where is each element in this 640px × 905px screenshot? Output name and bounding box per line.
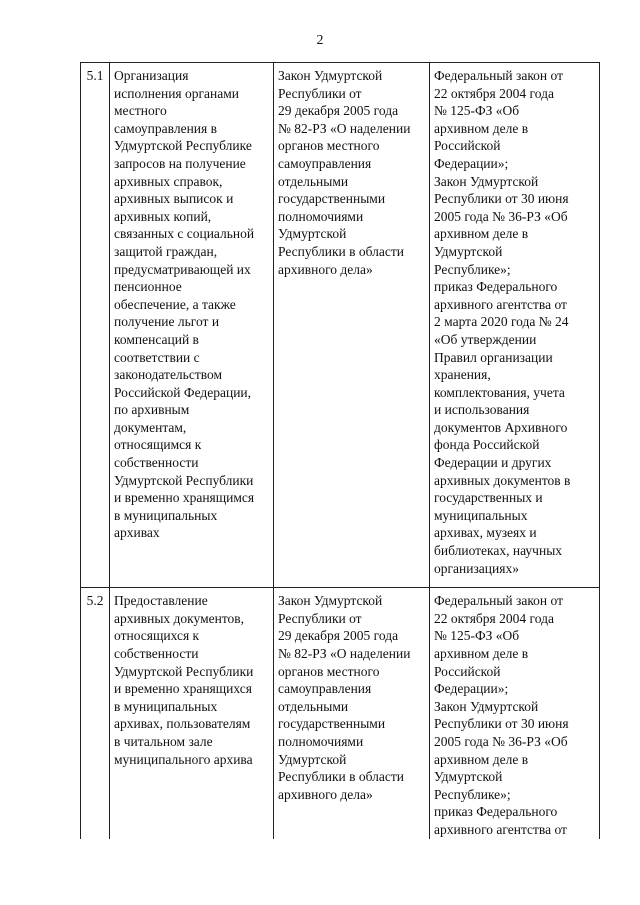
regional-law: Закон Удмуртской Республики от 29 декабря 2005 года № 82-РЗ «О наделении органов местного самоуправления отдельными государственными полномочиями Удмуртской Республики в области архивного дела» [274, 63, 430, 588]
table-row [81, 588, 600, 839]
services-table [80, 62, 600, 839]
row-number: 5.2 [81, 588, 110, 839]
regional-law: Закон Удмуртской Республики от 29 декабря 2005 года № 82-РЗ «О наделении органов местного самоуправления отдельными государственными полномочиями Удмуртской Республики в области архивного дела» [274, 588, 430, 839]
row-number: 5.1 [81, 63, 110, 588]
table-row [81, 63, 600, 588]
service-name: Предоставление архивных документов, относящихся к собственности Удмуртской Республики и временно хранящихся в муниципальных архивах, пользователям в читальном зале муниципального архива [110, 588, 274, 839]
page-number: 2 [316, 33, 324, 48]
federal-acts: Федеральный закон от 22 октября 2004 года № 125-ФЗ «Об архивном деле в Российской Федерации»; Закон Удмуртской Республики от 30 июня 2005 года № 36-РЗ «Об архивном деле в Удмуртской Республике»; приказ Федерального архивного агентства от 2 марта 2020 года № 24 «Об утверждении Правил организации хранения, комплектования, учета и использования документов Архивного фонда Российской Федерации и других архивных документов в государственных и муниципальных архивах, музеях и библиотеках, научных организациях» [430, 63, 600, 588]
service-name: Организация исполнения органами местного самоуправления в Удмуртской Республике запросов на получение архивных справок, архивных выписок и архивных копий, связанных с социальной защитой граждан, предусматривающей их пенсионное обеспечение, а также получение льгот и компенсаций в соответствии с законодательством Российской Федерации, по архивным документам, относящимся к собственности Удмуртской Республики и временно хранящимся в муниципальных архивах [110, 63, 274, 588]
federal-acts: Федеральный закон от 22 октября 2004 года № 125-ФЗ «Об архивном деле в Российской Федерации»; Закон Удмуртской Республики от 30 июня 2005 года № 36-РЗ «Об архивном деле в Удмуртской Республике»; приказ Федерального архивного агентства от [430, 588, 600, 839]
